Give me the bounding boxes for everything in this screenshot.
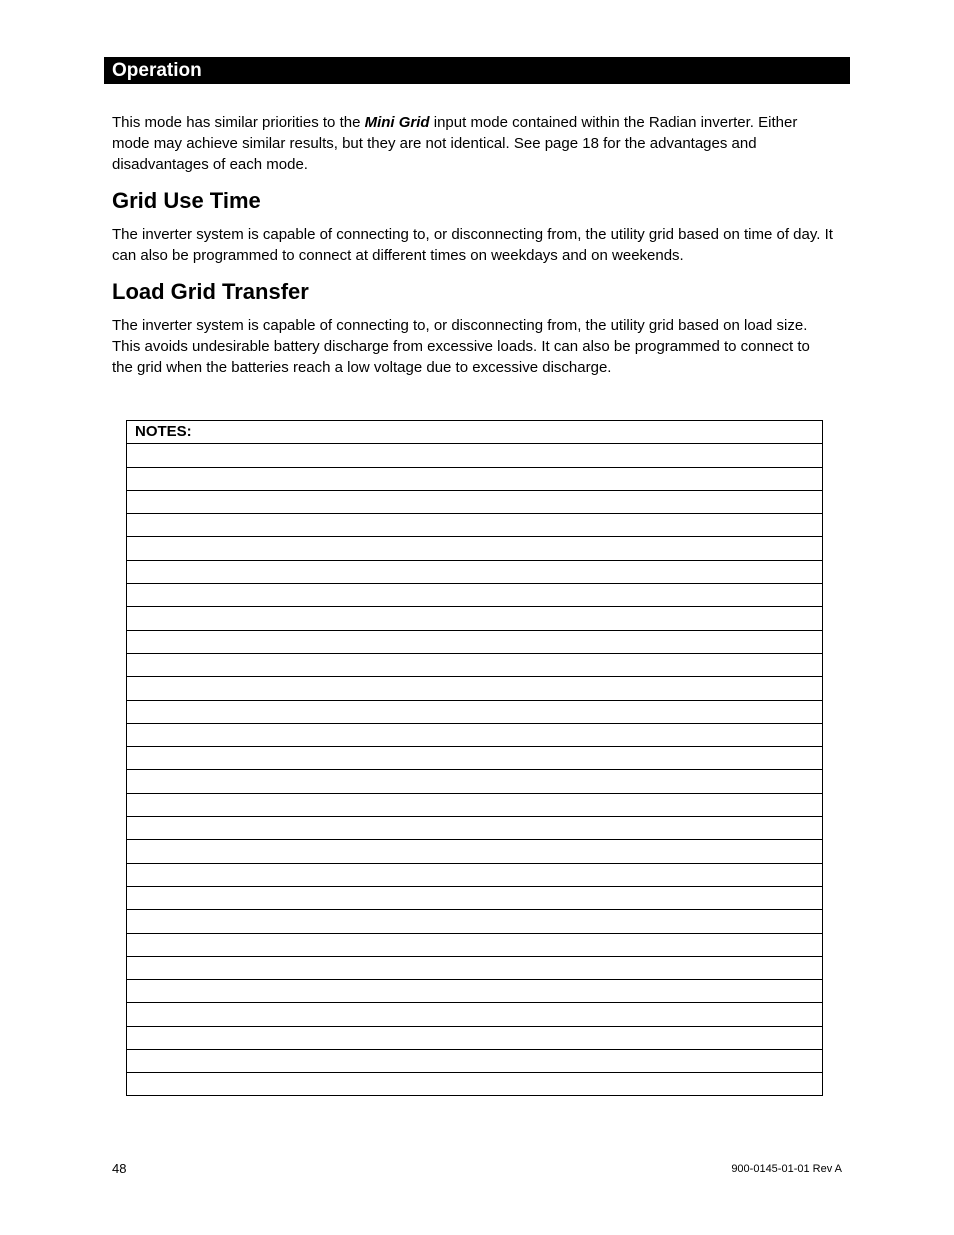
notes-line[interactable]: [127, 561, 822, 584]
notes-line[interactable]: [127, 794, 822, 817]
notes-line[interactable]: [127, 701, 822, 724]
notes-line[interactable]: [127, 980, 822, 1003]
notes-line[interactable]: [127, 934, 822, 957]
notes-line[interactable]: [127, 724, 822, 747]
grid-use-time-heading: Grid Use Time: [112, 188, 261, 213]
notes-line[interactable]: [127, 887, 822, 910]
intro-text-after: input mode contained within the Radian inverter. Either mode may achieve similar results, but they are not identical. See page 18 for the advantages and disadvantages of each mode.: [112, 114, 798, 173]
notes-line[interactable]: [127, 607, 822, 630]
notes-line[interactable]: [127, 468, 822, 491]
document-id: 900-0145-01-01 Rev A: [731, 1163, 842, 1175]
notes-line[interactable]: [127, 491, 822, 514]
notes-line[interactable]: [127, 1027, 822, 1050]
notes-line[interactable]: [127, 514, 822, 537]
intro-emphasis: Mini Grid: [364, 114, 430, 131]
load-grid-transfer-heading: Load Grid Transfer: [112, 279, 309, 304]
notes-line[interactable]: [127, 817, 822, 840]
notes-line[interactable]: [127, 584, 822, 607]
intro-text-before: This mode has similar priorities to the: [112, 114, 365, 131]
notes-line[interactable]: [127, 1073, 822, 1096]
notes-line[interactable]: [127, 1050, 822, 1073]
notes-line[interactable]: [127, 864, 822, 887]
notes-label: NOTES:: [135, 423, 192, 440]
notes-line[interactable]: [127, 910, 822, 933]
notes-line[interactable]: [127, 1003, 822, 1026]
notes-line[interactable]: [127, 770, 822, 793]
intro-paragraph: [112, 113, 834, 175]
notes-line[interactable]: [127, 631, 822, 654]
notes-line[interactable]: [127, 444, 822, 467]
page-number: 48: [112, 1161, 127, 1176]
grid-use-time-body: The inverter system is capable of connecting to, or disconnecting from, the utility grid based on time of day. It can also be programmed to connect at different times on weekdays and on weekends.: [112, 226, 833, 264]
notes-header-row: [127, 421, 822, 444]
notes-line[interactable]: [127, 677, 822, 700]
notes-table: [126, 420, 823, 1096]
notes-line[interactable]: [127, 537, 822, 560]
notes-line[interactable]: [127, 840, 822, 863]
section-title: Operation: [112, 60, 202, 81]
section-header-bar: [104, 57, 850, 84]
notes-line[interactable]: [127, 747, 822, 770]
notes-line[interactable]: [127, 654, 822, 677]
notes-line[interactable]: [127, 957, 822, 980]
load-grid-transfer-body: The inverter system is capable of connecting to, or disconnecting from, the utility grid based on load size. This avoids undesirable battery discharge from excessive loads. It can also be programmed to connect to the grid when the batteries reach a low voltage due to excessive discharge.: [112, 317, 810, 376]
